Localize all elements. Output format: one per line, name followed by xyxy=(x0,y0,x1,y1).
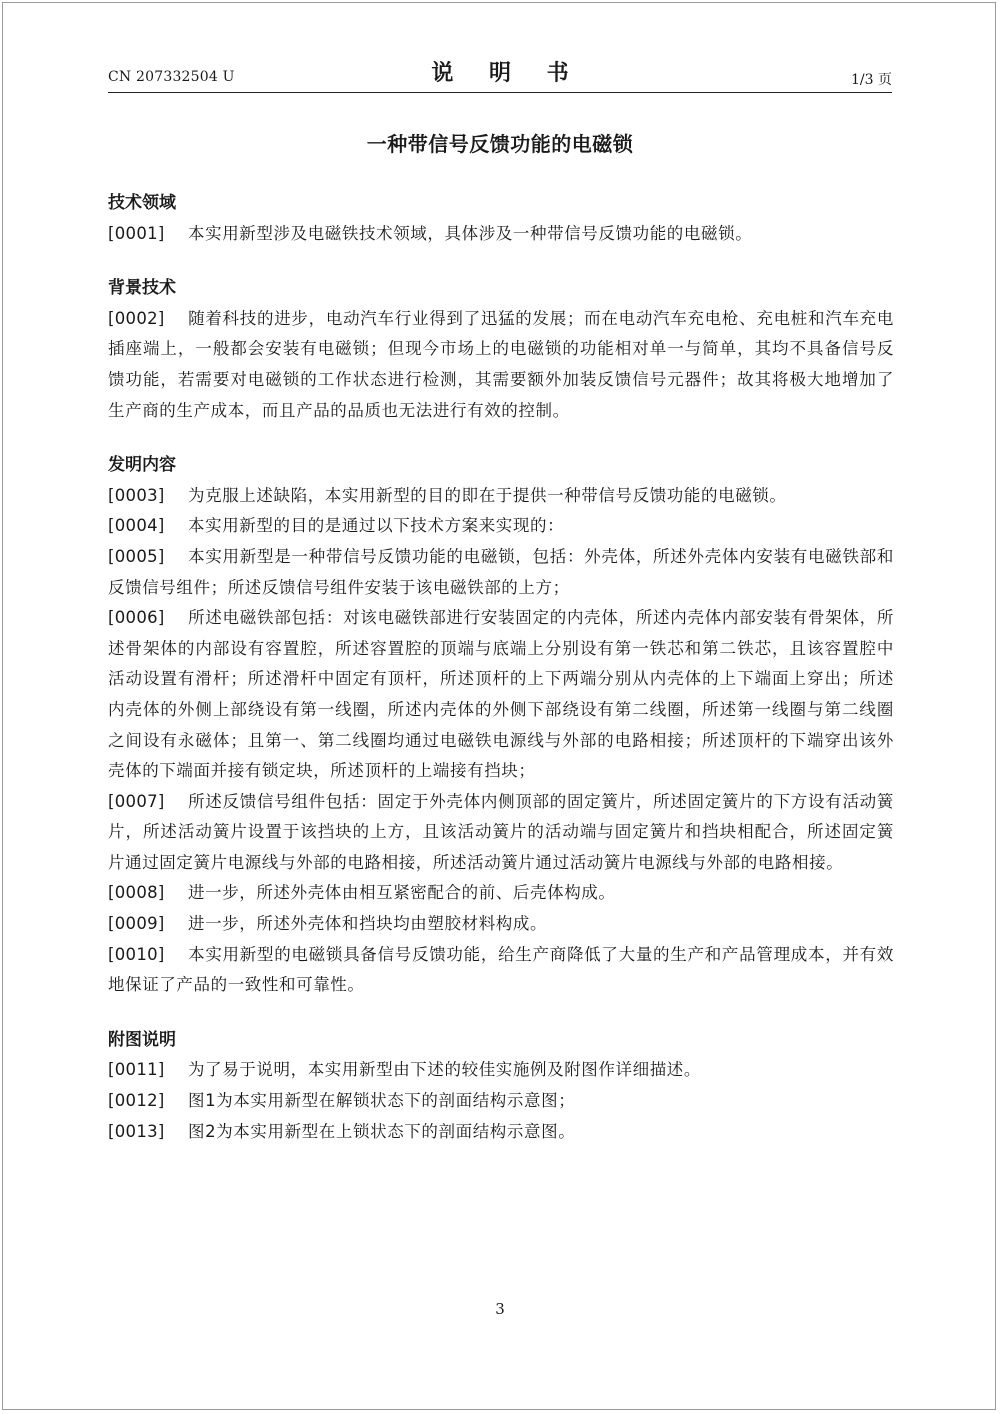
paragraph xyxy=(108,603,894,787)
paragraph-number: [0012] xyxy=(108,1091,165,1111)
paragraph xyxy=(108,1086,894,1117)
paragraph-number: [0004] xyxy=(108,516,165,536)
paragraph-text: 本实用新型是一种带信号反馈功能的电磁锁，包括：外壳体，所述外壳体内安装有电磁铁部和反馈信号组件；所述反馈信号组件安装于该电磁铁部的上方； xyxy=(108,546,894,597)
paragraph-text: 为克服上述缺陷，本实用新型的目的即在于提供一种带信号反馈功能的电磁锁。 xyxy=(188,485,787,505)
paragraph xyxy=(108,219,894,250)
paragraph-text: 所述电磁铁部包括：对该电磁铁部进行安装固定的内壳体，所述内壳体内部安装有骨架体，所述骨架体的内部设有容置腔，所述容置腔的顶端与底端上分别设有第一铁芯和第二铁芯，且该容置腔中活动设置有滑杆；所述滑杆中固定有顶杆，所述顶杆的上下两端分别从内壳体的上下端面上穿出；所述内壳体的外侧上部绕设有第一线圈，所述内壳体的外侧下部绕设有第二线圈，所述第一线圈与第二线圈之间设有永磁体；且第一、第二线圈均通过电磁铁电源线与外部的电路相接；所述顶杆的下端穿出该外壳体的下端面并接有锁定块，所述顶杆的上端接有挡块； xyxy=(108,608,894,781)
section-invention-content xyxy=(108,450,894,1001)
paragraph-text: 本实用新型的目的是通过以下技术方案来实现的： xyxy=(188,516,565,536)
paragraph-number: [0001] xyxy=(108,223,165,243)
section-heading: 发明内容 xyxy=(108,455,176,476)
paragraph-text: 本实用新型的电磁锁具备信号反馈功能，给生产商降低了大量的生产和产品管理成本，并有效地保证了产品的一致性和可靠性。 xyxy=(108,944,894,995)
paragraph-number: [0006] xyxy=(108,608,165,628)
paragraph-text: 进一步，所述外壳体由相互紧密配合的前、后壳体构成。 xyxy=(188,883,616,903)
paragraph xyxy=(108,481,894,512)
paragraph-number: [0005] xyxy=(108,546,165,566)
paragraph-text: 图2为本实用新型在上锁状态下的剖面结构示意图。 xyxy=(188,1121,576,1141)
paragraph xyxy=(108,878,894,909)
paragraph-number: [0008] xyxy=(108,883,165,903)
paragraph xyxy=(108,909,894,940)
section-background xyxy=(108,273,894,426)
doc-type: 说 明 书 xyxy=(431,61,583,86)
document-body xyxy=(108,188,894,1147)
document-title: 一种带信号反馈功能的电磁锁 xyxy=(366,132,634,156)
paragraph-text: 进一步，所述外壳体和挡块均由塑胶材料构成。 xyxy=(188,914,548,934)
page-info: 1/3 页 xyxy=(851,72,892,88)
paragraph xyxy=(108,940,894,1001)
paragraph xyxy=(108,304,894,426)
paragraph-text: 本实用新型涉及电磁铁技术领域，具体涉及一种带信号反馈功能的电磁锁。 xyxy=(188,223,753,243)
paragraph-number: [0007] xyxy=(108,791,165,811)
page-header xyxy=(108,56,892,92)
section-heading: 技术领域 xyxy=(108,193,176,213)
paragraph xyxy=(108,542,894,603)
paragraph xyxy=(108,1117,894,1148)
section-heading: 附图说明 xyxy=(108,1029,176,1050)
paragraph xyxy=(108,787,894,879)
paragraph xyxy=(108,1055,894,1086)
header-divider xyxy=(108,92,892,93)
paragraph-text: 图1为本实用新型在解锁状态下的剖面结构示意图； xyxy=(188,1091,576,1111)
paragraph-number: [0010] xyxy=(108,944,165,964)
paragraph-number: [0013] xyxy=(108,1121,165,1141)
paragraph-text: 为了易于说明，本实用新型由下述的较佳实施例及附图作详细描述。 xyxy=(188,1060,701,1080)
paragraph-number: [0003] xyxy=(108,485,165,505)
section-figure-description xyxy=(108,1025,894,1147)
doc-number: CN 207332504 U xyxy=(108,69,235,85)
paragraph-number: [0002] xyxy=(108,308,165,328)
page-number: 3 xyxy=(495,1300,505,1318)
paragraph-number: [0011] xyxy=(108,1060,165,1080)
section-heading: 背景技术 xyxy=(108,278,176,299)
paragraph-text: 随着科技的进步，电动汽车行业得到了迅猛的发展；而在电动汽车充电枪、充电桩和汽车充电插座端上，一般都会安装有电磁锁；但现今市场上的电磁锁的功能相对单一与简单，其均不具备信号反馈功能，若需要对电磁锁的工作状态进行检测，其需要额外加装反馈信号元器件；故其将极大地增加了生产商的生产成本，而且产品的品质也无法进行有效的控制。 xyxy=(108,308,894,420)
paragraph-text: 所述反馈信号组件包括：固定于外壳体内侧顶部的固定簧片，所述固定簧片的下方设有活动簧片，所述活动簧片设置于该挡块的上方，且该活动簧片的活动端与固定簧片和挡块相配合，所述固定簧片通过固定簧片电源线与外部的电路相接，所述活动簧片通过活动簧片电源线与外部的电路相接。 xyxy=(108,791,894,872)
section-technical-field xyxy=(108,188,894,249)
paragraph xyxy=(108,511,894,542)
paragraph-number: [0009] xyxy=(108,914,165,934)
